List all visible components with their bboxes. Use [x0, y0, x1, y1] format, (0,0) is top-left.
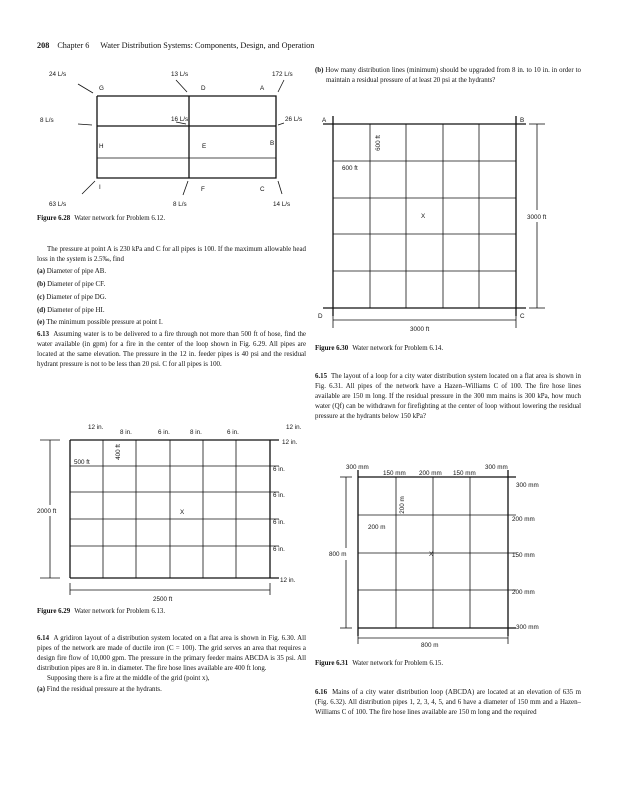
fig629-top-left: 12 in.	[88, 424, 104, 431]
node-b: B	[270, 140, 275, 147]
fig629-fire-x: X	[180, 509, 185, 516]
flow-d: 13 L/s	[171, 71, 189, 78]
fig631-pipe-3: 150 mm	[453, 470, 476, 477]
node-h: H	[99, 143, 104, 150]
fig631-right-2: 200 mm	[512, 516, 535, 523]
fig631-seg: 200 m	[399, 496, 406, 514]
node-e: E	[202, 143, 207, 150]
fig629-pipe-2: 6 in.	[158, 429, 170, 436]
problem-6-12: The pressure at point A is 230 kPa and C for all pipes is 100. If the maximum allowable head loss in the system is 2.5‰, find (a) Diameter of pipe AB. (b) Diameter of pipe CF. (c) Diameter of pipe DG. (d) Diameter of pipe HI. (e) The minimum possible pressure at point I. 6.13 Assuming water is to be delivered to a fire through not more than 500 ft of hose, find the water available (in gpm) for a fire in the center of the loop shown in Fig. 6.29. All pipes are located at the same elevation. The pressure in the 12 in. feeder pipes is 40 psi and the residual hydrant pressure is not to be less than 20 psi. C for all pipes is 100.	[37, 246, 306, 369]
fig629-right-3: 6 in.	[273, 492, 285, 499]
flow-f: 8 L/s	[173, 201, 187, 208]
fig629-right-4: 6 in.	[273, 519, 285, 526]
problem-6-14-b: (b) How many distribution lines (minimum) should be upgraded from 8 in. to 10 in. in order to maintain a residual pressure of at least 20 psi at the hydrants?	[315, 67, 581, 84]
node-f: F	[201, 186, 205, 193]
fig629-right-1: 12 in.	[282, 439, 298, 446]
figure-6-29-caption: Figure 6.29 Water network for Problem 6.13.	[37, 608, 166, 615]
flow-g: 24 L/s	[49, 71, 67, 78]
fig629-pipe-3: 8 in.	[190, 429, 202, 436]
fig631-hose: 200 m	[368, 524, 386, 531]
node-c: C	[260, 186, 265, 193]
fig629-width: 2500 ft	[153, 596, 173, 603]
fig629-height: 2000 ft	[37, 508, 57, 515]
node-i: I	[99, 184, 101, 191]
figure-6-31-caption: Figure 6.31 Water network for Problem 6.15.	[315, 660, 444, 667]
fig631-pipe-2: 200 mm	[419, 470, 442, 477]
fig629-right-5: 6 in.	[273, 546, 285, 553]
node-a: A	[260, 85, 265, 92]
fig630-width: 3000 ft	[410, 326, 430, 333]
flow-a: 172 L/s	[272, 71, 293, 78]
problem-6-14: 6.14 A gridiron layout of a distribution system located on a flat area is shown in Fig. 6.30. All pipes of the network are made of ductile iron (C = 100). The grid serves an area that requires a design fire flow of 10,000 gpm. The pressure in the primary feeder mains ABCDA is 35 psi. All distribution pipes are 8 in. in diameter. The fire hose lines available are 400 ft long. Supposing there is a fire at the middle of the grid (point x), (a) Find the residual pressure at the hydrants.	[37, 635, 306, 693]
fig630-fire-x: X	[421, 213, 426, 220]
figure-6-28-caption: Figure 6.28 Water network for Problem 6.12.	[37, 215, 166, 222]
fig629-hose: 500 ft	[74, 459, 90, 466]
flow-i: 63 L/s	[49, 201, 67, 208]
fig630-node-d: D	[318, 313, 323, 320]
fig631-height: 800 m	[329, 551, 347, 558]
figure-6-30-caption: Figure 6.30 Water network for Problem 6.14.	[315, 345, 444, 352]
fig631-fire-x: X	[429, 551, 434, 558]
fig630-node-c: C	[520, 313, 525, 320]
flow-h: 8 L/s	[40, 117, 54, 124]
flow-c: 14 L/s	[273, 201, 291, 208]
fig629-pipe-1: 8 in.	[120, 429, 132, 436]
fig631-right-5: 300 mm	[516, 624, 539, 631]
fig629-seg: 400 ft	[115, 444, 122, 460]
fig630-hose: 600 ft	[342, 165, 358, 172]
fig631-pipe-1: 150 mm	[383, 470, 406, 477]
fig631-right-1: 300 mm	[516, 482, 539, 489]
fig631-right-4: 200 mm	[512, 589, 535, 596]
fig629-top-right: 12 in.	[286, 424, 302, 431]
chapter-label: Chapter 6	[57, 41, 90, 50]
fig630-node-b: B	[520, 117, 525, 124]
fig631-width: 800 m	[421, 642, 439, 649]
chapter-title: Water Distribution Systems: Components, Design, and Operation	[100, 41, 315, 50]
fig630-seg: 600 ft	[375, 135, 382, 151]
fig631-right-3: 150 mm	[512, 552, 535, 559]
flow-b: 26 L/s	[285, 116, 303, 123]
node-d: D	[201, 85, 206, 92]
fig630-node-a: A	[322, 117, 327, 124]
fig629-right-6: 12 in.	[280, 577, 296, 584]
fig631-top-left: 300 mm	[346, 464, 369, 471]
fig631-top-right: 300 mm	[485, 464, 508, 471]
fig630-height: 3000 ft	[527, 214, 547, 221]
fig629-pipe-4: 6 in.	[227, 429, 239, 436]
flow-e: 16 L/s	[171, 116, 189, 123]
fig629-right-2: 6 in.	[273, 466, 285, 473]
page-number: 208	[37, 41, 50, 50]
problem-6-16: 6.16 Mains of a city water distribution loop (ABCDA) are located at an elevation of 635 m (Fig. 6.32). All distribution pipes 1, 2, 3, 4, 5, and 6 have a diameter of 150 mm and a Hazen–Williams C of 100. The fire hose lines available are 150 m long and the required	[315, 689, 581, 716]
node-g: G	[99, 85, 104, 92]
page-header	[37, 41, 314, 50]
problem-6-15: 6.15 The layout of a loop for a city water distribution system located on a flat area is shown in Fig. 6.31. All pipes of the network have a Hazen–Williams C of 100. The fire hose lines available are 150 m long. If the residual pressure in the 300 mm mains is 300 kPa, how much water (Qf) can be withdrawn for firefighting at the center of loop without lowering the residual pressure at the hydrants below 150 kPa?	[315, 373, 581, 420]
